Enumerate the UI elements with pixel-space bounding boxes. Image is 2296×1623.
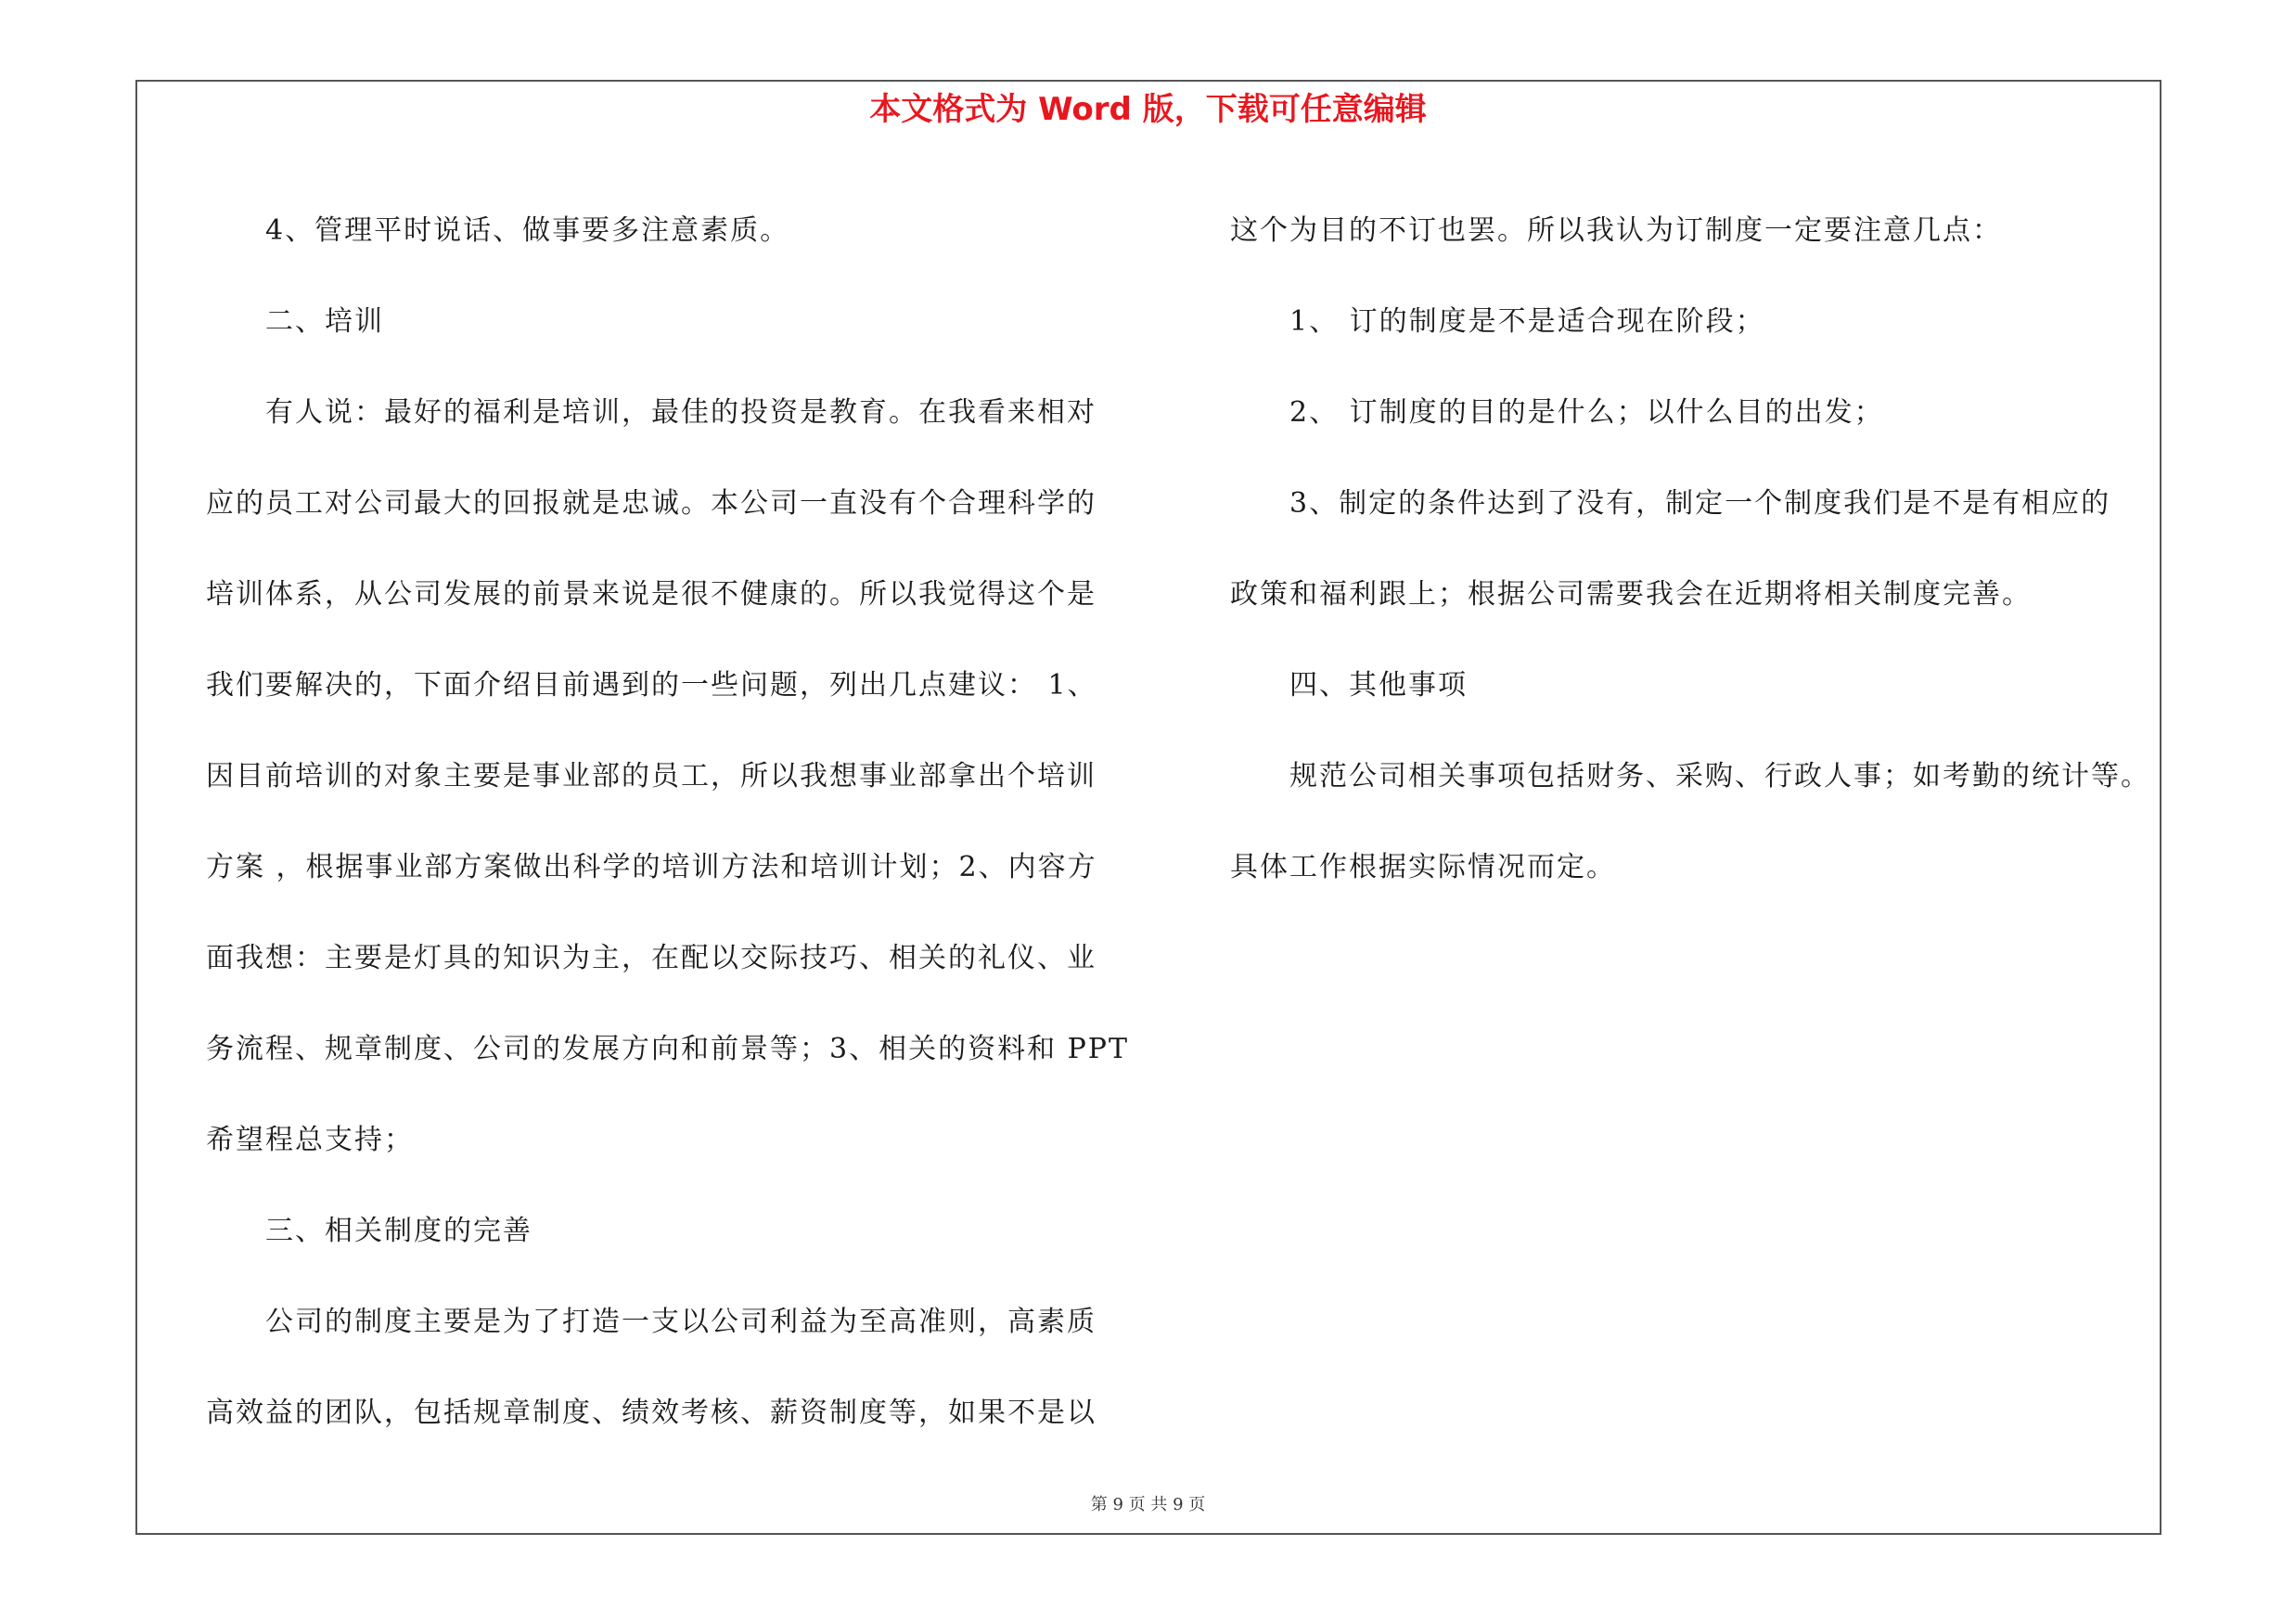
paragraph-line: 这个为目的不订也罢。所以我认为订制度一定要注意几点： bbox=[1230, 214, 2002, 247]
word-format-banner: 本文格式为 Word 版，下载可任意编辑 bbox=[869, 91, 1427, 128]
paragraph-line: 有人说：最好的福利是培训，最佳的投资是教育。在我看来相对 bbox=[265, 396, 1097, 429]
list-item: 2、 订制度的目的是什么；以什么目的出发； bbox=[1289, 396, 1884, 429]
section-heading-training: 二、培训 bbox=[265, 305, 384, 338]
paragraph-line: 高效益的团队，包括规章制度、绩效考核、薪资制度等，如果不是以 bbox=[206, 1397, 1097, 1429]
paragraph-line: 我们要解决的，下面介绍目前遇到的一些问题，列出几点建议： 1、 bbox=[206, 669, 1097, 702]
right-text-column bbox=[1230, 186, 2161, 913]
paragraph-line: 规范公司相关事项包括财务、采购、行政人事；如考勤的统计等。 bbox=[1289, 760, 2150, 792]
paragraph-line: 面我想：主要是灯具的知识为主，在配以交际技巧、相关的礼仪、业 bbox=[206, 942, 1097, 974]
paragraph-line: 希望程总支持； bbox=[206, 1124, 414, 1156]
section-heading-system: 三、相关制度的完善 bbox=[265, 1215, 532, 1247]
list-item: 3、制定的条件达到了没有，制定一个制度我们是不是有相应的 bbox=[1289, 487, 2111, 520]
paragraph-line: 方案 ，根据事业部方案做出科学的培训方法和培训计划；2、内容方 bbox=[206, 851, 1097, 883]
left-text-column bbox=[206, 186, 1143, 1459]
paragraph-line: 培训体系，从公司发展的前景来说是很不健康的。所以我觉得这个是 bbox=[206, 578, 1097, 611]
paragraph-line: 因目前培训的对象主要是事业部的员工，所以我想事业部拿出个培训 bbox=[206, 760, 1097, 792]
paragraph-line: 公司的制度主要是为了打造一支以公司利益为至高准则，高素质 bbox=[265, 1306, 1097, 1338]
paragraph-line: 应的员工对公司最大的回报就是忠诚。本公司一直没有个合理科学的 bbox=[206, 487, 1097, 520]
paragraph-line: 务流程、规章制度、公司的发展方向和前景等；3、相关的资料和 PPT bbox=[206, 1033, 1130, 1065]
paragraph-line: 4、管理平时说话、做事要多注意素质。 bbox=[265, 214, 790, 247]
page-number-footer: 第 9 页 共 9 页 bbox=[1090, 1495, 1206, 1514]
paragraph-line: 具体工作根据实际情况而定。 bbox=[1230, 851, 1616, 883]
list-item: 1、 订的制度是不是适合现在阶段； bbox=[1289, 305, 1765, 338]
section-heading-other: 四、其他事项 bbox=[1289, 669, 1468, 702]
paragraph-line: 政策和福利跟上；根据公司需要我会在近期将相关制度完善。 bbox=[1230, 578, 2032, 611]
